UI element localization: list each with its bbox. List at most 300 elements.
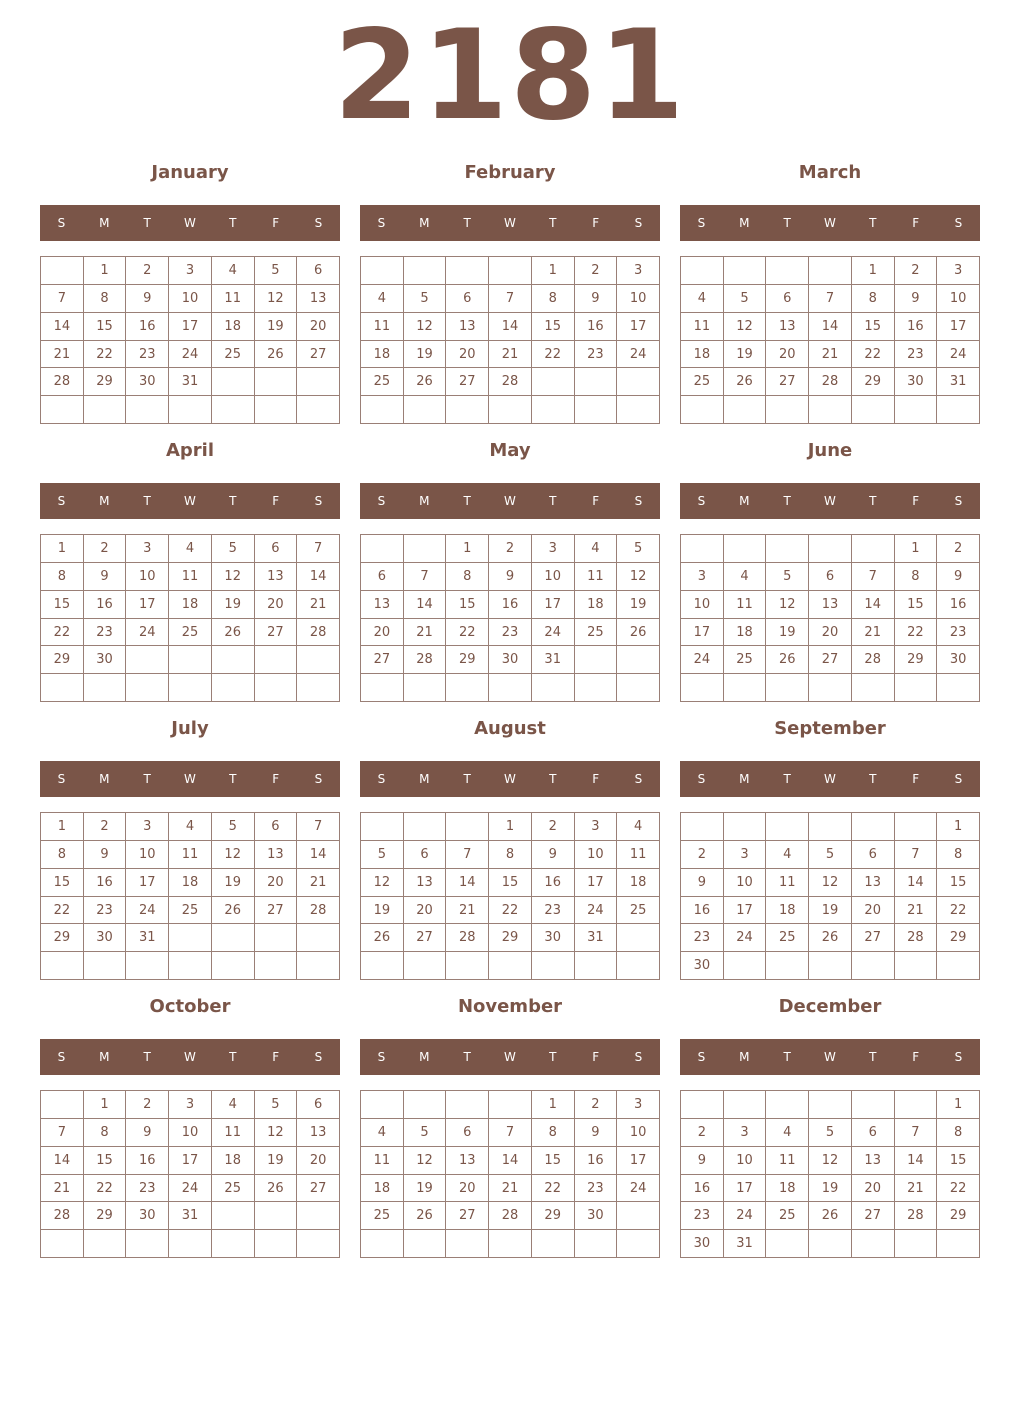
day-cell: 21 <box>41 341 84 369</box>
day-cell <box>255 1230 298 1258</box>
day-cell <box>617 1230 660 1258</box>
day-cell: 21 <box>297 591 340 619</box>
day-cell: 26 <box>724 368 767 396</box>
day-cell: 21 <box>41 1175 84 1203</box>
day-cell: 8 <box>532 285 575 313</box>
weekday-header <box>40 1039 340 1075</box>
weekday-label: T <box>869 772 877 786</box>
day-cell: 11 <box>766 1147 809 1175</box>
day-cell: 28 <box>41 1202 84 1230</box>
day-cell: 23 <box>84 619 127 647</box>
day-cell: 15 <box>937 1147 980 1175</box>
day-cell: 8 <box>489 841 532 869</box>
day-cell <box>681 396 724 424</box>
day-cell <box>681 257 724 285</box>
day-grid <box>680 534 980 702</box>
weekday-label: T <box>143 216 151 230</box>
day-cell: 3 <box>126 535 169 563</box>
day-cell: 17 <box>617 313 660 341</box>
day-cell: 15 <box>84 1147 127 1175</box>
weekday-label: W <box>824 494 836 508</box>
day-cell <box>361 1091 404 1119</box>
day-cell <box>297 952 340 980</box>
day-cell: 20 <box>809 619 852 647</box>
day-cell: 20 <box>852 1175 895 1203</box>
day-cell <box>84 674 127 702</box>
weekday-label: S <box>697 772 706 786</box>
day-cell <box>446 952 489 980</box>
day-cell: 18 <box>575 591 618 619</box>
weekday-label: T <box>549 216 557 230</box>
day-cell: 23 <box>681 1202 724 1230</box>
day-cell: 14 <box>489 313 532 341</box>
day-cell: 1 <box>41 813 84 841</box>
day-cell: 9 <box>126 285 169 313</box>
day-cell: 12 <box>809 1147 852 1175</box>
day-grid <box>40 1090 340 1258</box>
day-cell: 7 <box>41 1119 84 1147</box>
day-cell: 24 <box>681 646 724 674</box>
day-cell <box>766 674 809 702</box>
day-cell <box>852 674 895 702</box>
day-cell <box>575 396 618 424</box>
day-cell: 14 <box>446 869 489 897</box>
day-cell: 29 <box>852 368 895 396</box>
day-cell <box>297 368 340 396</box>
day-cell: 21 <box>895 1175 938 1203</box>
weekday-header <box>360 205 660 241</box>
day-cell <box>212 1202 255 1230</box>
day-cell <box>809 396 852 424</box>
day-cell: 19 <box>255 313 298 341</box>
day-cell: 18 <box>724 619 767 647</box>
day-cell: 18 <box>212 313 255 341</box>
day-cell: 4 <box>212 257 255 285</box>
day-cell: 3 <box>724 841 767 869</box>
day-cell: 24 <box>617 1175 660 1203</box>
day-cell: 26 <box>404 1202 447 1230</box>
weekday-label: M <box>99 216 110 230</box>
day-grid <box>680 1090 980 1258</box>
day-cell: 18 <box>169 591 212 619</box>
weekday-label: F <box>912 1050 920 1064</box>
day-cell: 3 <box>724 1119 767 1147</box>
day-cell: 13 <box>297 1119 340 1147</box>
weekday-label: W <box>184 494 196 508</box>
day-cell: 15 <box>532 313 575 341</box>
day-cell <box>404 257 447 285</box>
day-cell: 10 <box>617 285 660 313</box>
month-november <box>360 992 660 1262</box>
day-cell: 10 <box>724 1147 767 1175</box>
day-cell: 18 <box>361 341 404 369</box>
day-cell: 17 <box>681 619 724 647</box>
day-cell: 16 <box>575 313 618 341</box>
weekday-header <box>360 483 660 519</box>
day-cell: 23 <box>84 897 127 925</box>
day-cell: 17 <box>724 1175 767 1203</box>
day-cell: 25 <box>766 1202 809 1230</box>
weekday-label: S <box>314 216 323 230</box>
day-cell: 3 <box>126 813 169 841</box>
day-cell: 20 <box>297 1147 340 1175</box>
weekday-label: T <box>783 494 791 508</box>
day-cell <box>446 813 489 841</box>
day-cell: 19 <box>212 869 255 897</box>
weekday-label: F <box>592 494 600 508</box>
day-cell: 6 <box>446 285 489 313</box>
day-cell: 3 <box>575 813 618 841</box>
day-cell: 20 <box>446 1175 489 1203</box>
day-cell <box>297 1230 340 1258</box>
day-cell: 28 <box>41 368 84 396</box>
day-cell: 29 <box>489 924 532 952</box>
weekday-label: M <box>99 1050 110 1064</box>
weekday-label: T <box>463 772 471 786</box>
day-cell: 29 <box>41 924 84 952</box>
day-grid <box>360 1090 660 1258</box>
day-cell <box>41 952 84 980</box>
day-cell: 20 <box>852 897 895 925</box>
day-cell <box>575 952 618 980</box>
day-cell: 1 <box>532 1091 575 1119</box>
day-cell <box>446 396 489 424</box>
day-cell: 10 <box>532 563 575 591</box>
day-cell: 21 <box>489 341 532 369</box>
day-cell: 25 <box>575 619 618 647</box>
day-cell: 11 <box>724 591 767 619</box>
day-cell: 27 <box>446 1202 489 1230</box>
day-cell: 16 <box>895 313 938 341</box>
day-cell: 22 <box>532 341 575 369</box>
day-cell <box>297 674 340 702</box>
day-cell: 30 <box>532 924 575 952</box>
day-cell: 18 <box>766 897 809 925</box>
day-cell: 11 <box>575 563 618 591</box>
weekday-header <box>680 483 980 519</box>
day-cell: 27 <box>809 646 852 674</box>
day-cell: 10 <box>724 869 767 897</box>
weekday-label: M <box>99 772 110 786</box>
day-cell <box>617 924 660 952</box>
day-cell: 2 <box>681 841 724 869</box>
day-cell: 22 <box>446 619 489 647</box>
day-cell: 19 <box>404 341 447 369</box>
day-cell: 17 <box>532 591 575 619</box>
day-cell: 15 <box>446 591 489 619</box>
day-cell: 2 <box>937 535 980 563</box>
day-cell: 13 <box>852 869 895 897</box>
day-cell: 10 <box>126 563 169 591</box>
day-cell: 25 <box>766 924 809 952</box>
day-cell: 19 <box>809 897 852 925</box>
day-cell: 7 <box>852 563 895 591</box>
day-cell: 1 <box>937 813 980 841</box>
weekday-label: S <box>954 1050 963 1064</box>
weekday-label: W <box>504 1050 516 1064</box>
day-cell <box>297 1202 340 1230</box>
day-cell: 6 <box>852 841 895 869</box>
day-cell <box>255 368 298 396</box>
day-cell: 9 <box>575 285 618 313</box>
day-cell: 10 <box>169 285 212 313</box>
day-cell <box>489 257 532 285</box>
day-cell: 8 <box>84 1119 127 1147</box>
day-cell <box>766 813 809 841</box>
day-cell <box>809 535 852 563</box>
day-cell: 9 <box>681 1147 724 1175</box>
day-cell <box>212 674 255 702</box>
day-cell <box>852 396 895 424</box>
day-cell: 27 <box>297 1175 340 1203</box>
day-cell: 6 <box>255 535 298 563</box>
day-cell: 7 <box>489 1119 532 1147</box>
day-cell: 10 <box>575 841 618 869</box>
day-cell: 19 <box>766 619 809 647</box>
day-cell: 20 <box>361 619 404 647</box>
weekday-label: T <box>869 1050 877 1064</box>
day-cell <box>617 1202 660 1230</box>
day-cell: 2 <box>895 257 938 285</box>
day-grid <box>360 812 660 980</box>
day-cell <box>532 952 575 980</box>
day-cell <box>724 535 767 563</box>
day-grid <box>360 256 660 424</box>
day-cell: 14 <box>404 591 447 619</box>
day-cell: 15 <box>895 591 938 619</box>
month-march <box>680 158 980 428</box>
month-name: June <box>807 440 853 461</box>
day-cell <box>937 674 980 702</box>
day-cell: 3 <box>617 1091 660 1119</box>
day-cell: 7 <box>297 813 340 841</box>
day-cell <box>724 1091 767 1119</box>
day-cell: 26 <box>255 1175 298 1203</box>
day-cell: 12 <box>255 1119 298 1147</box>
day-cell: 25 <box>169 619 212 647</box>
day-cell: 19 <box>212 591 255 619</box>
month-july <box>40 714 340 984</box>
day-cell <box>404 674 447 702</box>
weekday-header <box>360 1039 660 1075</box>
day-cell: 23 <box>575 1175 618 1203</box>
day-cell <box>852 813 895 841</box>
day-cell: 23 <box>126 341 169 369</box>
weekday-header <box>360 761 660 797</box>
day-cell <box>212 368 255 396</box>
day-cell <box>681 813 724 841</box>
weekday-label: M <box>419 772 430 786</box>
day-cell: 1 <box>41 535 84 563</box>
day-cell: 21 <box>809 341 852 369</box>
day-cell: 21 <box>404 619 447 647</box>
weekday-label: T <box>143 1050 151 1064</box>
day-cell: 25 <box>724 646 767 674</box>
day-cell <box>41 257 84 285</box>
day-cell: 14 <box>852 591 895 619</box>
day-cell: 19 <box>617 591 660 619</box>
day-cell: 27 <box>361 646 404 674</box>
day-cell <box>169 396 212 424</box>
day-cell: 9 <box>681 869 724 897</box>
day-cell: 8 <box>937 1119 980 1147</box>
day-cell: 3 <box>681 563 724 591</box>
day-cell: 13 <box>852 1147 895 1175</box>
day-cell: 2 <box>126 1091 169 1119</box>
day-cell: 13 <box>809 591 852 619</box>
month-april <box>40 436 340 706</box>
day-cell: 15 <box>84 313 127 341</box>
day-cell: 4 <box>212 1091 255 1119</box>
day-cell: 27 <box>852 1202 895 1230</box>
day-cell: 27 <box>255 897 298 925</box>
day-cell <box>169 1230 212 1258</box>
day-cell <box>489 1091 532 1119</box>
day-grid <box>40 256 340 424</box>
weekday-label: S <box>314 1050 323 1064</box>
day-cell <box>126 674 169 702</box>
day-cell: 11 <box>169 841 212 869</box>
day-cell: 11 <box>361 1147 404 1175</box>
day-cell <box>404 1230 447 1258</box>
day-cell <box>852 535 895 563</box>
day-cell: 6 <box>446 1119 489 1147</box>
day-cell <box>809 952 852 980</box>
day-cell: 17 <box>126 591 169 619</box>
day-cell: 12 <box>212 841 255 869</box>
day-cell: 30 <box>895 368 938 396</box>
day-cell: 30 <box>84 924 127 952</box>
weekday-label: T <box>229 216 237 230</box>
weekday-label: T <box>229 772 237 786</box>
day-cell: 9 <box>575 1119 618 1147</box>
day-cell: 2 <box>84 535 127 563</box>
day-cell: 29 <box>937 924 980 952</box>
weekday-label: S <box>697 216 706 230</box>
day-cell: 16 <box>532 869 575 897</box>
day-cell: 21 <box>297 869 340 897</box>
day-cell: 9 <box>489 563 532 591</box>
weekday-label: S <box>57 772 66 786</box>
day-cell: 6 <box>852 1119 895 1147</box>
day-cell: 24 <box>617 341 660 369</box>
weekday-label: M <box>419 1050 430 1064</box>
day-cell: 23 <box>532 897 575 925</box>
day-cell <box>212 646 255 674</box>
weekday-label: T <box>549 494 557 508</box>
weekday-label: T <box>783 1050 791 1064</box>
day-cell <box>937 952 980 980</box>
weekday-label: T <box>229 1050 237 1064</box>
day-cell: 11 <box>617 841 660 869</box>
day-cell: 13 <box>255 841 298 869</box>
day-cell: 30 <box>681 1230 724 1258</box>
day-cell <box>766 535 809 563</box>
day-cell: 5 <box>404 1119 447 1147</box>
weekday-label: S <box>57 216 66 230</box>
day-cell: 16 <box>84 591 127 619</box>
weekday-label: S <box>377 216 386 230</box>
day-cell: 26 <box>617 619 660 647</box>
day-cell: 11 <box>681 313 724 341</box>
weekday-label: W <box>824 216 836 230</box>
weekday-label: W <box>184 1050 196 1064</box>
day-cell: 29 <box>84 1202 127 1230</box>
day-cell: 9 <box>532 841 575 869</box>
weekday-header <box>40 483 340 519</box>
day-cell: 24 <box>126 897 169 925</box>
day-cell <box>937 396 980 424</box>
day-cell <box>361 535 404 563</box>
day-cell: 29 <box>532 1202 575 1230</box>
day-cell: 12 <box>255 285 298 313</box>
day-cell <box>361 952 404 980</box>
weekday-label: W <box>824 1050 836 1064</box>
weekday-label: S <box>697 494 706 508</box>
day-cell: 9 <box>84 841 127 869</box>
day-cell: 30 <box>575 1202 618 1230</box>
day-cell: 17 <box>937 313 980 341</box>
weekday-label: W <box>504 216 516 230</box>
day-cell: 29 <box>41 646 84 674</box>
day-cell: 13 <box>255 563 298 591</box>
weekday-label: T <box>869 216 877 230</box>
day-cell: 17 <box>724 897 767 925</box>
day-cell: 6 <box>297 257 340 285</box>
month-name: July <box>171 718 209 739</box>
day-cell <box>617 674 660 702</box>
day-cell: 24 <box>532 619 575 647</box>
day-cell: 19 <box>724 341 767 369</box>
day-cell <box>361 1230 404 1258</box>
day-grid <box>360 534 660 702</box>
weekday-label: S <box>377 772 386 786</box>
day-cell: 27 <box>852 924 895 952</box>
day-cell: 4 <box>617 813 660 841</box>
day-cell: 16 <box>126 1147 169 1175</box>
day-cell: 26 <box>212 619 255 647</box>
day-cell: 11 <box>766 869 809 897</box>
day-cell: 12 <box>766 591 809 619</box>
weekday-header <box>40 205 340 241</box>
weekday-label: F <box>272 1050 280 1064</box>
day-cell: 20 <box>255 591 298 619</box>
month-june <box>680 436 980 706</box>
day-cell: 14 <box>41 1147 84 1175</box>
day-cell: 17 <box>126 869 169 897</box>
day-cell: 20 <box>404 897 447 925</box>
weekday-label: W <box>504 772 516 786</box>
day-cell: 29 <box>84 368 127 396</box>
day-cell: 25 <box>212 1175 255 1203</box>
day-cell: 13 <box>361 591 404 619</box>
day-cell: 5 <box>212 813 255 841</box>
day-cell: 1 <box>937 1091 980 1119</box>
day-cell: 23 <box>575 341 618 369</box>
day-cell: 15 <box>489 869 532 897</box>
weekday-label: T <box>549 772 557 786</box>
day-cell: 24 <box>575 897 618 925</box>
day-cell: 22 <box>84 341 127 369</box>
weekday-label: T <box>143 494 151 508</box>
day-cell: 22 <box>895 619 938 647</box>
day-cell <box>126 396 169 424</box>
weekday-label: T <box>869 494 877 508</box>
day-cell: 8 <box>41 563 84 591</box>
day-cell: 14 <box>297 563 340 591</box>
weekday-label: F <box>272 216 280 230</box>
day-cell: 11 <box>212 285 255 313</box>
